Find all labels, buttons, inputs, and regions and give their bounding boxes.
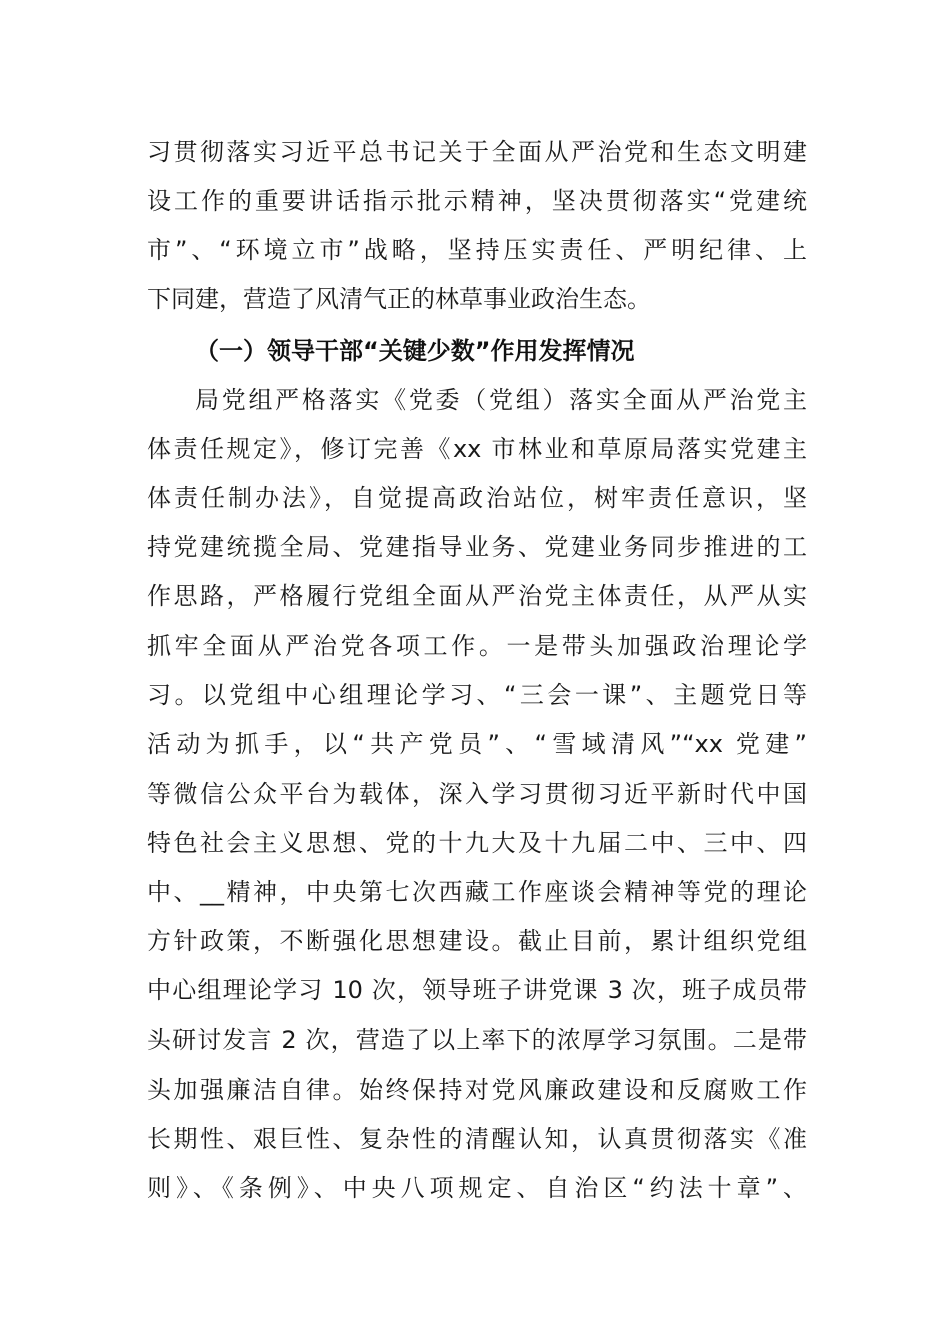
text-line: 特色社会主义思想、党的十九大及十九届二中、三中、四	[147, 829, 807, 857]
text-line: 活动为抓手，以“共产党员”、“雪域清风”“xx 党建”	[147, 730, 807, 758]
text-line: 习。以党组中心组理论学习、“三会一课”、主题党日等	[147, 681, 807, 709]
text-line: 头加强廉洁自律。始终保持对党风廉政建设和反腐败工作	[147, 1076, 807, 1104]
text-line: 中心组理论学习 10 次，领导班子讲党课 3 次，班子成员带	[147, 976, 807, 1004]
section-heading: （一）领导干部“关键少数”作用发挥情况	[195, 337, 635, 365]
text-line: 下同建，营造了风清气正的林草事业政治生态。	[147, 285, 651, 313]
text-line: 方针政策，不断强化思想建设。截止目前，累计组织党组	[147, 927, 807, 955]
text-line: 市”、“环境立市”战略，坚持压实责任、严明纪律、上	[147, 236, 807, 264]
text-line: 体责任规定》，修订完善《xx 市林业和草原局落实党建主	[147, 435, 807, 463]
text-line: 设工作的重要讲话指示批示精神，坚决贯彻落实“党建统	[147, 187, 807, 215]
text-line: 局党组严格落实《党委（党组）落实全面从严治党主	[195, 386, 807, 414]
text-line: 长期性、艰巨性、复杂性的清醒认知，认真贯彻落实《准	[147, 1125, 807, 1153]
text-line: 作思路，严格履行党组全面从严治党主体责任，从严从实	[147, 582, 807, 610]
text-line: 持党建统揽全局、党建指导业务、党建业务同步推进的工	[147, 533, 807, 561]
text-line: 等微信公众平台为载体，深入学习贯彻习近平新时代中国	[147, 780, 807, 808]
text-line: 体责任制办法》，自觉提高政治站位，树牢责任意识，坚	[147, 484, 807, 512]
text-line: 则》、《条例》、中央八项规定、自治区“约法十章”、	[147, 1174, 807, 1202]
text-line: 习贯彻落实习近平总书记关于全面从严治党和生态文明建	[147, 138, 807, 166]
text-line: 中、__精神，中央第七次西藏工作座谈会精神等党的理论	[147, 878, 807, 906]
text-line: 抓牢全面从严治党各项工作。一是带头加强政治理论学	[147, 632, 807, 660]
text-line: 头研讨发言 2 次，营造了以上率下的浓厚学习氛围。二是带	[147, 1026, 807, 1054]
